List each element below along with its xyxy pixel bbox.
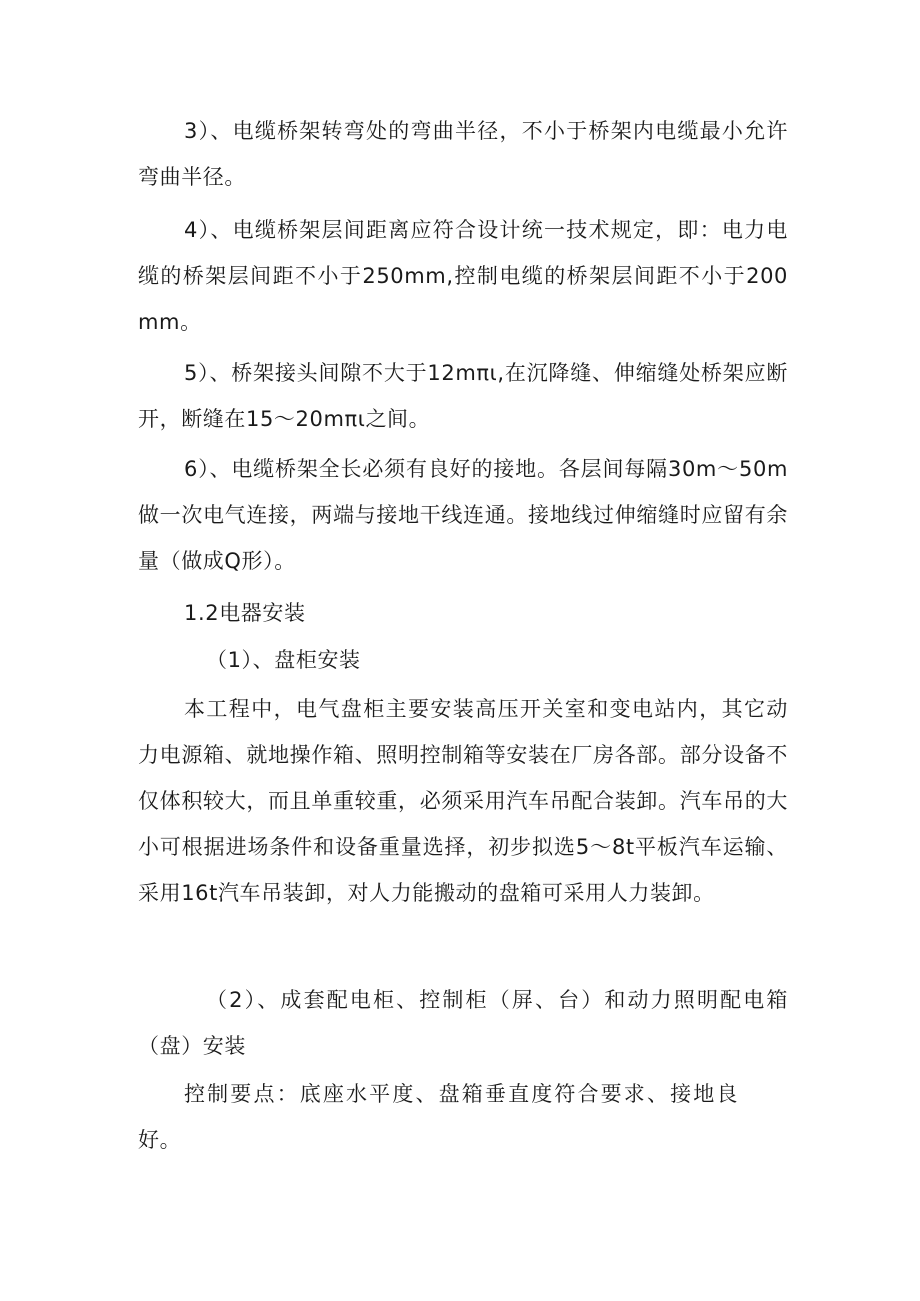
section-heading: 1.2电器安装 xyxy=(184,601,306,625)
paragraph-joint-gap: 5）、桥架接头间隙不大于12mπι,在沉降缝、伸缩缝处桥架应断开，断缝在15～20mπι之间。 xyxy=(138,361,788,431)
paragraph-bend-radius: 3）、电缆桥架转弯处的弯曲半径，不小于桥架内电缆最小允许弯曲半径。 xyxy=(138,119,788,189)
paragraph-grounding: 6）、电缆桥架全长必须有良好的接地。各层间每隔30m～50m做一次电气连接，两端与接地干线连通。接地线过伸缩缝时应留有余量（做成Q形）。 xyxy=(138,457,788,573)
paragraph-control-points: 控制要点：底座水平度、盘箱垂直度符合要求、接地良好。 xyxy=(138,1082,738,1152)
paragraph-layer-spacing: 4）、电缆桥架层间距离应符合设计统一技术规定，即：电力电缆的桥架层间距不小于250mm,控制电缆的桥架层间距不小于200mm。 xyxy=(138,218,788,334)
subsection-heading-cabinet-install: （1）、盘柜安装 xyxy=(206,648,361,672)
subsection-heading-distribution-cabinet: （2）、成套配电柜、控制柜（屏、台）和动力照明配电箱（盘）安装 xyxy=(138,988,788,1058)
paragraph-cabinet-install: 本工程中，电气盘柜主要安装高压开关室和变电站内，其它动力电源箱、就地操作箱、照明控制箱等安装在厂房各部。部分设备不仅体积较大，而且单重较重，必须采用汽车吊配合装卸。汽车吊的大小可根据进场条件和设备重量选择，初步拟选5～8t平板汽车运输、采用16t汽车吊装卸，对人力能搬动的盘箱可采用人力装卸。 xyxy=(138,697,788,905)
